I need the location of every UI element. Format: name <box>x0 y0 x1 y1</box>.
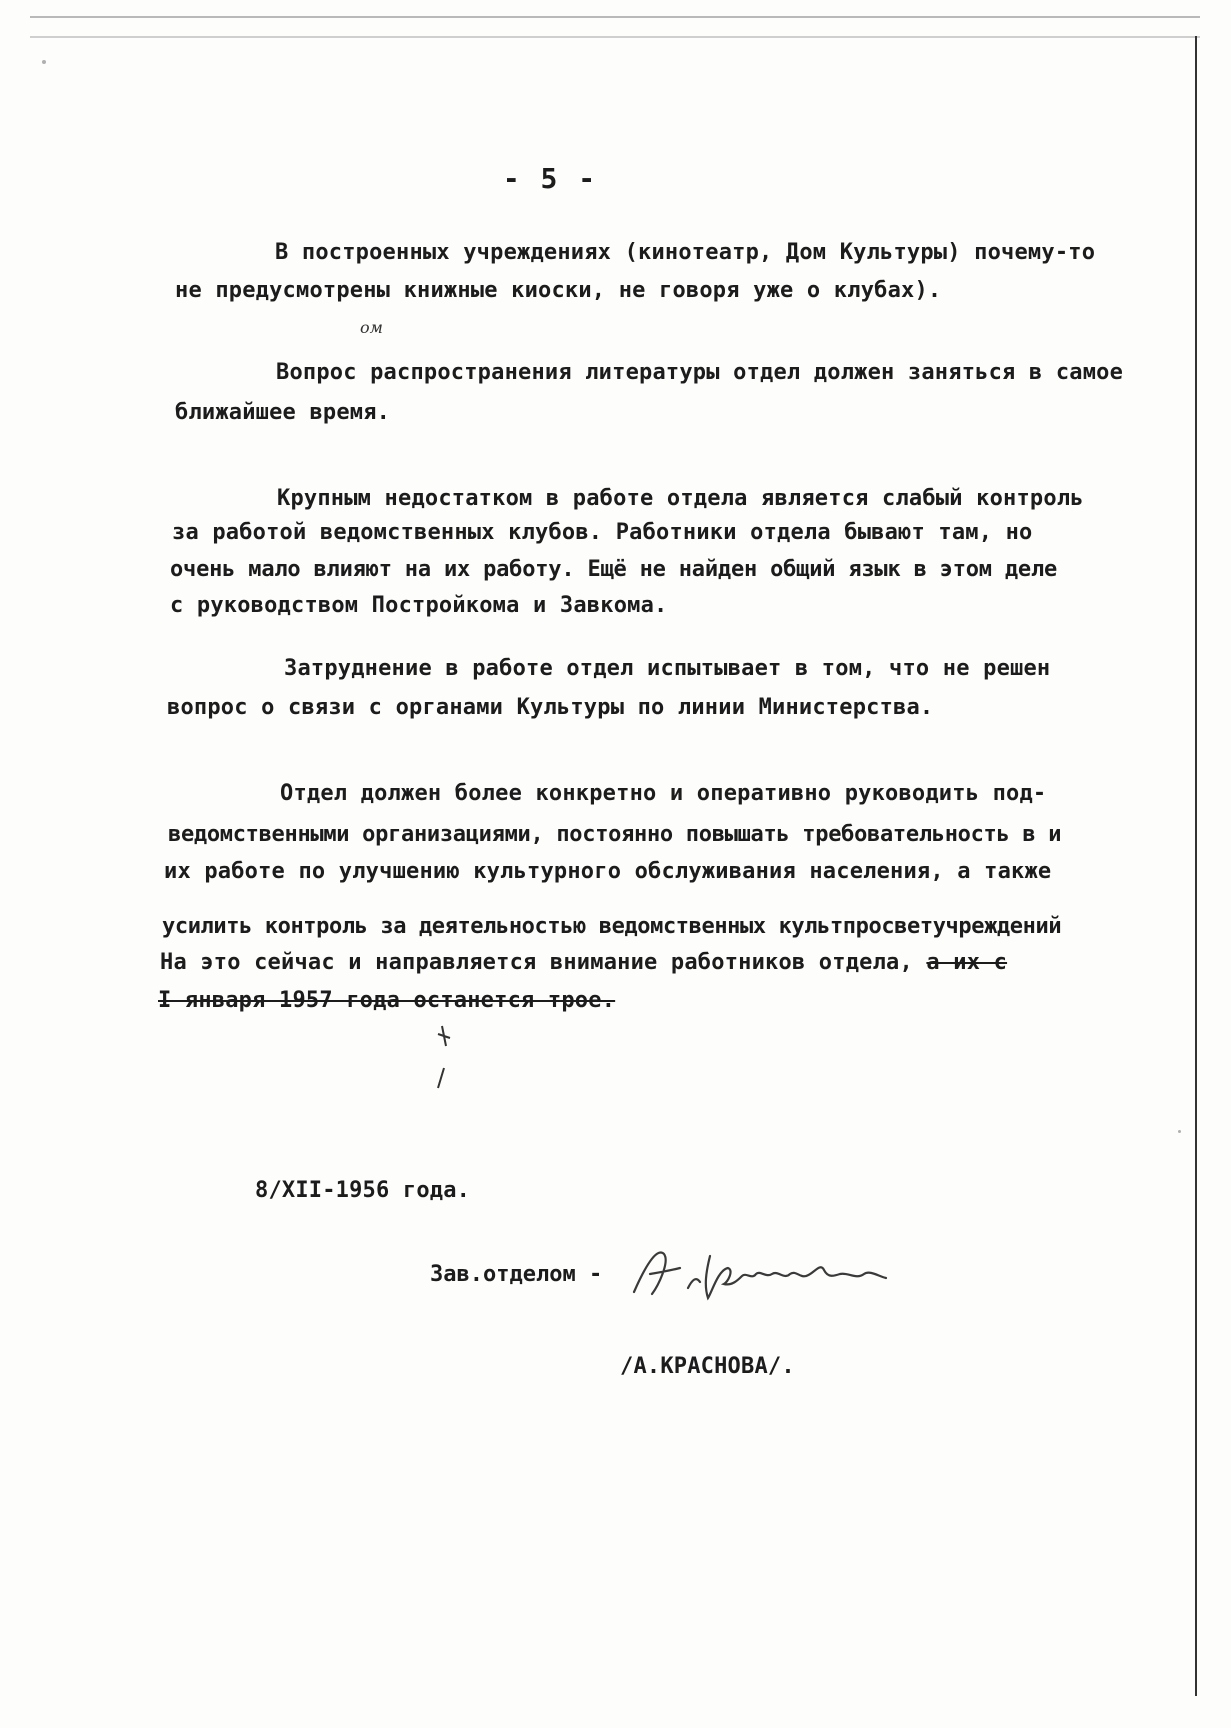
hand-mark <box>430 1020 460 1090</box>
struck-line: I января 1957 года останется трое. <box>158 988 616 1013</box>
handwritten-signature <box>628 1240 898 1310</box>
signature-name: /А.КРАСНОВА/. <box>620 1354 795 1379</box>
paragraph-2-line-1: Вопрос распространения литературы отдел должен заняться в самое <box>276 360 1124 385</box>
paragraph-4-line-1: Затруднение в работе отдел испытывает в том, что не решен <box>284 656 1051 681</box>
page-number: - 5 - <box>502 162 598 195</box>
scan-edge-top-inner <box>30 36 1200 38</box>
paragraph-3-line-4: с руководством Постройкома и Завкома. <box>170 593 668 618</box>
signature-label: Зав.отделом - <box>430 1262 603 1287</box>
paragraph-3-line-3: очень мало влияют на их работу. Ещё не найден общий язык в этом деле <box>170 557 1058 582</box>
paragraph-1-line-1: В построенных учреждениях (кинотеатр, Дом Культуры) почему-то <box>275 240 1096 265</box>
paragraph-3-line-2: за работой ведомственных клубов. Работники отдела бывают там, но <box>172 520 1033 545</box>
paragraph-3-line-1: Крупным недостатком в работе отдела является слабый контроль <box>277 486 1084 511</box>
handwritten-insert: ом <box>360 318 383 337</box>
paragraph-5-line-5 <box>160 950 1007 975</box>
scan-edge-right <box>1195 36 1197 1696</box>
paragraph-4-line-2: вопрос о связи с органами Культуры по линии Министерства. <box>167 695 934 720</box>
paragraph-5-line-3: их работе по улучшению культурного обслуживания населения, а также <box>164 859 1052 884</box>
paragraph-2-line-2: ближайшее время. <box>175 400 391 425</box>
document-date: 8/XII-1956 года. <box>255 1178 471 1203</box>
paragraph-5-line-4: усилить контроль за деятельностью ведомственных культпросветучреждений <box>162 914 1062 939</box>
paragraph-5-line-1: Отдел должен более конкретно и оперативно руководить под- <box>280 781 1047 806</box>
scan-speck <box>1178 1130 1181 1133</box>
paragraph-5-line-5-text: На это сейчас и направляется внимание работников отдела, <box>160 950 913 975</box>
paragraph-1-line-2: не предусмотрены книжные киоски, не говоря уже о клубах). <box>175 278 942 303</box>
scan-speck <box>42 60 46 64</box>
scan-edge-top <box>30 16 1200 18</box>
paragraph-5-line-2: ведомственными организациями, постоянно повышать требовательность в и <box>168 822 1062 847</box>
struck-text: а их с <box>926 950 1008 975</box>
